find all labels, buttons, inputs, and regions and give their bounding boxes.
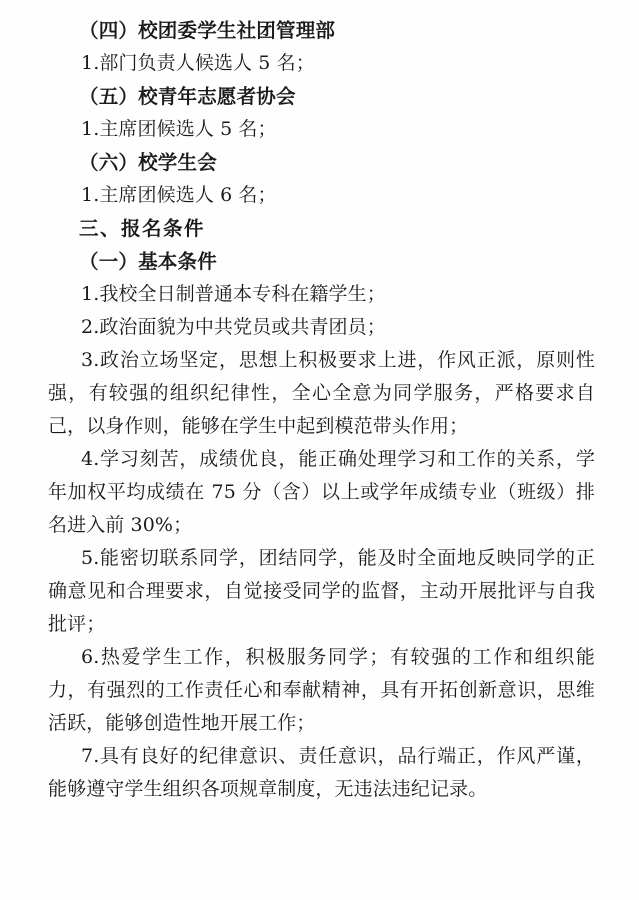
requirement-item-3: 3.政治立场坚定，思想上积极要求上进，作风正派，原则性强，有较强的组织纪律性，全心全意为同学服务，严格要求自己，以身作则，能够在学生中起到模范带头作用； — [48, 349, 595, 437]
list-item-club-management-1: 1.部门负责人候选人 5 名； — [81, 52, 315, 74]
list-item-volunteer-association-1: 1.主席团候选人 5 名； — [81, 118, 277, 140]
section-heading-application-requirements: 三、报名条件 — [79, 217, 206, 240]
heading-student-union: （六）校学生会 — [79, 151, 217, 174]
requirement-item-7: 7.具有良好的纪律意识、责任意识，品行端正，作风严谨，能够遵守学生组织各项规章制度，无违法违纪记录。 — [48, 745, 595, 800]
list-item-student-union-1: 1.主席团候选人 6 名； — [81, 184, 277, 206]
heading-basic-requirements: （一）基本条件 — [79, 250, 217, 273]
requirement-item-1: 1.我校全日制普通本专科在籍学生； — [81, 283, 386, 305]
heading-department-club-management: （四）校团委学生社团管理部 — [79, 19, 336, 42]
requirement-item-4: 4.学习刻苦，成绩优良，能正确处理学习和工作的关系，学年加权平均成绩在 75 分（含）以上或学年成绩专业（班级）排名进入前 30%； — [48, 448, 595, 536]
heading-volunteer-association: （五）校青年志愿者协会 — [79, 85, 296, 108]
requirement-item-5: 5.能密切联系同学，团结同学，能及时全面地反映同学的正确意见和合理要求，自觉接受同学的监督，主动开展批评与自我批评； — [48, 547, 595, 635]
requirement-item-6: 6.热爱学生工作，积极服务同学；有较强的工作和组织能力，有强烈的工作责任心和奉献精神，具有开拓创新意识，思维活跃，能够创造性地开展工作； — [48, 646, 595, 734]
requirement-item-2: 2.政治面貌为中共党员或共青团员； — [81, 316, 386, 338]
